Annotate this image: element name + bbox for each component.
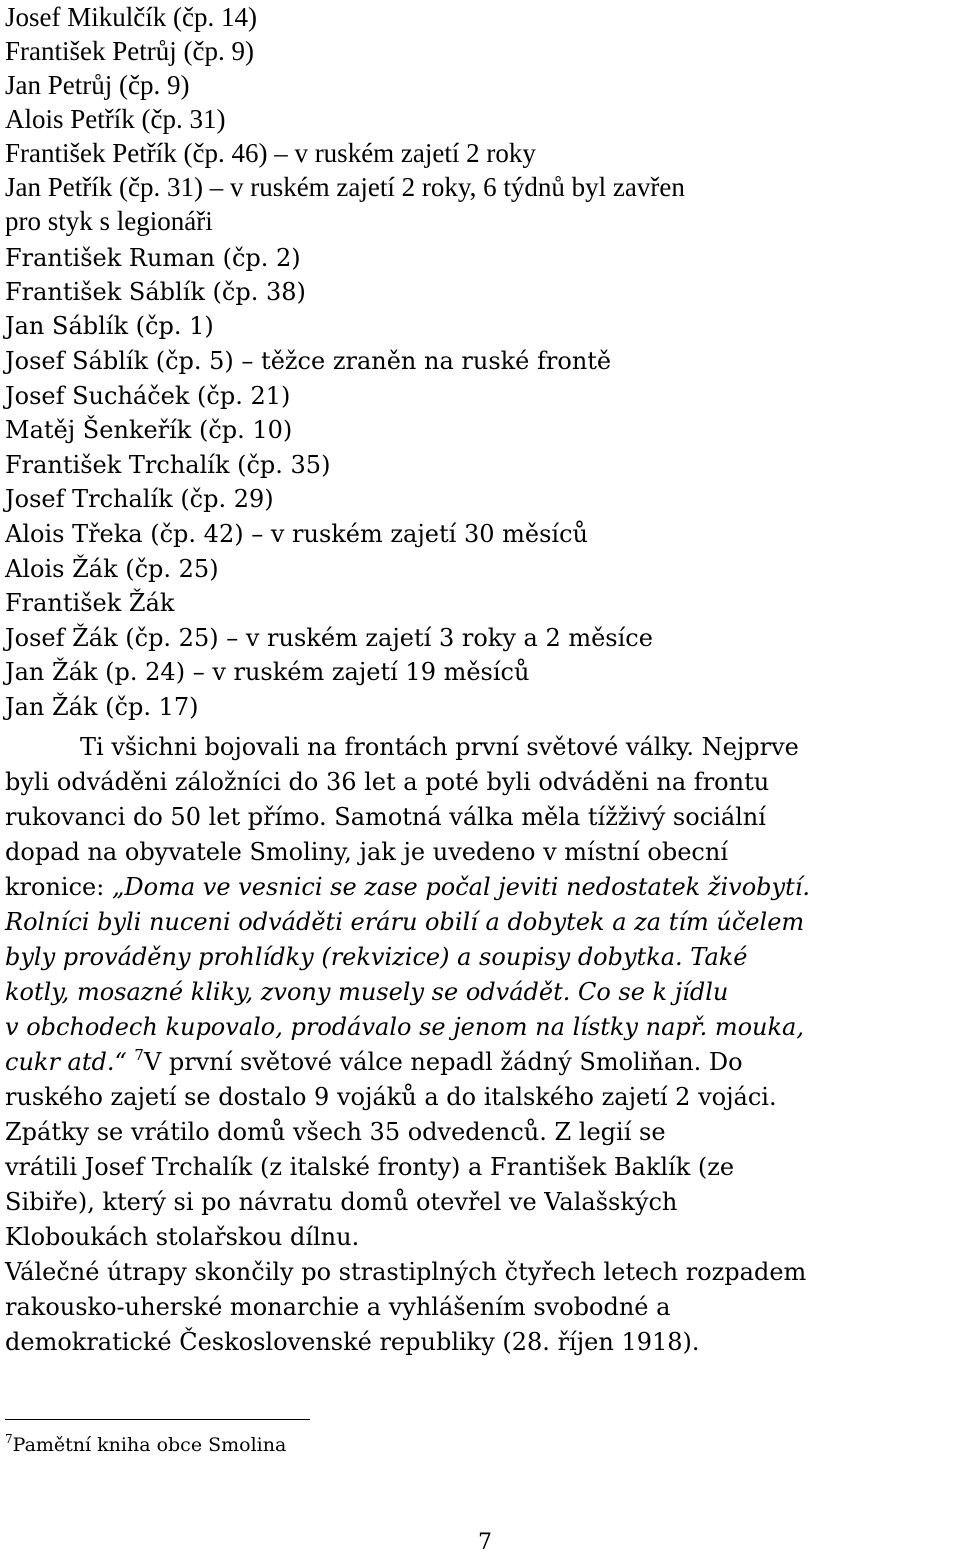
list-item: František Ruman (čp. 2): [5, 244, 301, 272]
paragraph-line: [5, 1010, 804, 1044]
list-item: Jan Sáblík (čp. 1): [5, 312, 214, 340]
list-item: Jan Petřík (čp. 31) – v ruském zajetí 2 roky, 6 týdnů byl zavřen: [5, 172, 685, 202]
footnote-divider: [5, 1419, 310, 1420]
quote-text: Rolníci byli nuceni odváděti eráru obilí a dobytek a za tím účelem: [5, 908, 805, 936]
paragraph-line: Ti všichni bojovali na frontách první světové války. Nejprve: [80, 733, 799, 761]
footnote-number: 7: [5, 1432, 13, 1446]
list-item: František Sáblík (čp. 38): [5, 278, 306, 306]
list-item: František Trchalík (čp. 35): [5, 451, 331, 479]
paragraph-line: Sibiře), který si po návratu domů otevřel ve Valašských: [5, 1188, 678, 1216]
paragraph-line: Zpátky se vrátilo domů všech 35 odvedenců. Z legií se: [5, 1118, 666, 1146]
paragraph-line: byli odváděni záložníci do 36 let a poté byli odváděni na frontu: [5, 768, 770, 796]
list-item: Matěj Šenkeřík (čp. 10): [5, 416, 293, 444]
footnote-reference[interactable]: 7: [134, 1046, 144, 1064]
paragraph-line: vrátili Josef Trchalík (z italské fronty) a František Baklík (ze: [5, 1153, 735, 1181]
list-item: František Petřík (čp. 46) – v ruském zajetí 2 roky: [5, 138, 536, 168]
list-item: Josef Mikulčík (čp. 14): [5, 2, 257, 32]
quote-text: kotly, mosazné kliky, zvony musely se odvádět. Co se k jídlu: [5, 978, 729, 1006]
paragraph-line: Kloboukách stolařskou dílnu.: [5, 1223, 360, 1251]
paragraph-line: rakousko-uherské monarchie a vyhlášením svobodné a: [5, 1293, 671, 1321]
list-item: Alois Petřík (čp. 31): [5, 104, 226, 134]
list-item: Jan Petrůj (čp. 9): [5, 70, 190, 100]
quote-text: v obchodech kupovalo, prodávalo se jenom na lístky např. mouka,: [5, 1013, 804, 1041]
list-item: Jan Žák (čp. 17): [5, 693, 199, 721]
list-item: pro styk s legionáři: [5, 206, 213, 236]
quote-text: byly prováděny prohlídky (rekvizice) a soupisy dobytka. Také: [5, 943, 748, 971]
list-item: František Žák: [5, 589, 175, 617]
paragraph-line: dopad na obyvatele Smoliny, jak je uvedeno v místní obecní: [5, 838, 728, 866]
list-item: Josef Žák (čp. 25) – v ruském zajetí 3 roky a 2 měsíce: [5, 624, 653, 652]
paragraph-line: rukovanci do 50 let přímo. Samotná válka měla tížživý sociální: [5, 803, 766, 831]
footnote-text: Pamětní kniha obce Smolina: [12, 1434, 287, 1456]
list-item: Jan Žák (p. 24) – v ruském zajetí 19 měsíců: [5, 658, 530, 686]
paragraph-line: [5, 905, 804, 939]
paragraph-line: [5, 870, 810, 904]
list-item: Josef Trchalík (čp. 29): [5, 485, 274, 513]
list-item: Josef Sáblík (čp. 5) – těžce zraněn na ruské frontě: [5, 347, 612, 375]
page-number: 7: [478, 1530, 492, 1555]
list-item: Alois Třeka (čp. 42) – v ruském zajetí 30 měsíců: [5, 520, 588, 548]
paragraph-line: ruského zajetí se dostalo 9 vojáků a do italského zajetí 2 vojáci.: [5, 1083, 777, 1111]
list-item: Josef Sucháček (čp. 21): [5, 382, 291, 410]
list-item: Alois Žák (čp. 25): [5, 555, 219, 583]
paragraph-line: [5, 975, 728, 1009]
quote-text: cukr atd.“: [5, 1048, 135, 1076]
paragraph-line: [5, 940, 748, 974]
list-item: František Petrůj (čp. 9): [5, 36, 254, 66]
paragraph-text: kronice:: [5, 873, 112, 901]
paragraph-text: V první světové válce nepadl žádný Smoliňan. Do: [143, 1048, 743, 1076]
paragraph-line: demokratické Československé republiky (28. říjen 1918).: [5, 1328, 700, 1356]
paragraph-line: Válečné útrapy skončily po strastiplných čtyřech letech rozpadem: [5, 1258, 807, 1286]
quote-text: „Doma ve vesnici se zase počal jeviti nedostatek živobytí.: [111, 873, 811, 901]
paragraph-line: [5, 1045, 743, 1079]
footnote: [5, 1434, 286, 1456]
